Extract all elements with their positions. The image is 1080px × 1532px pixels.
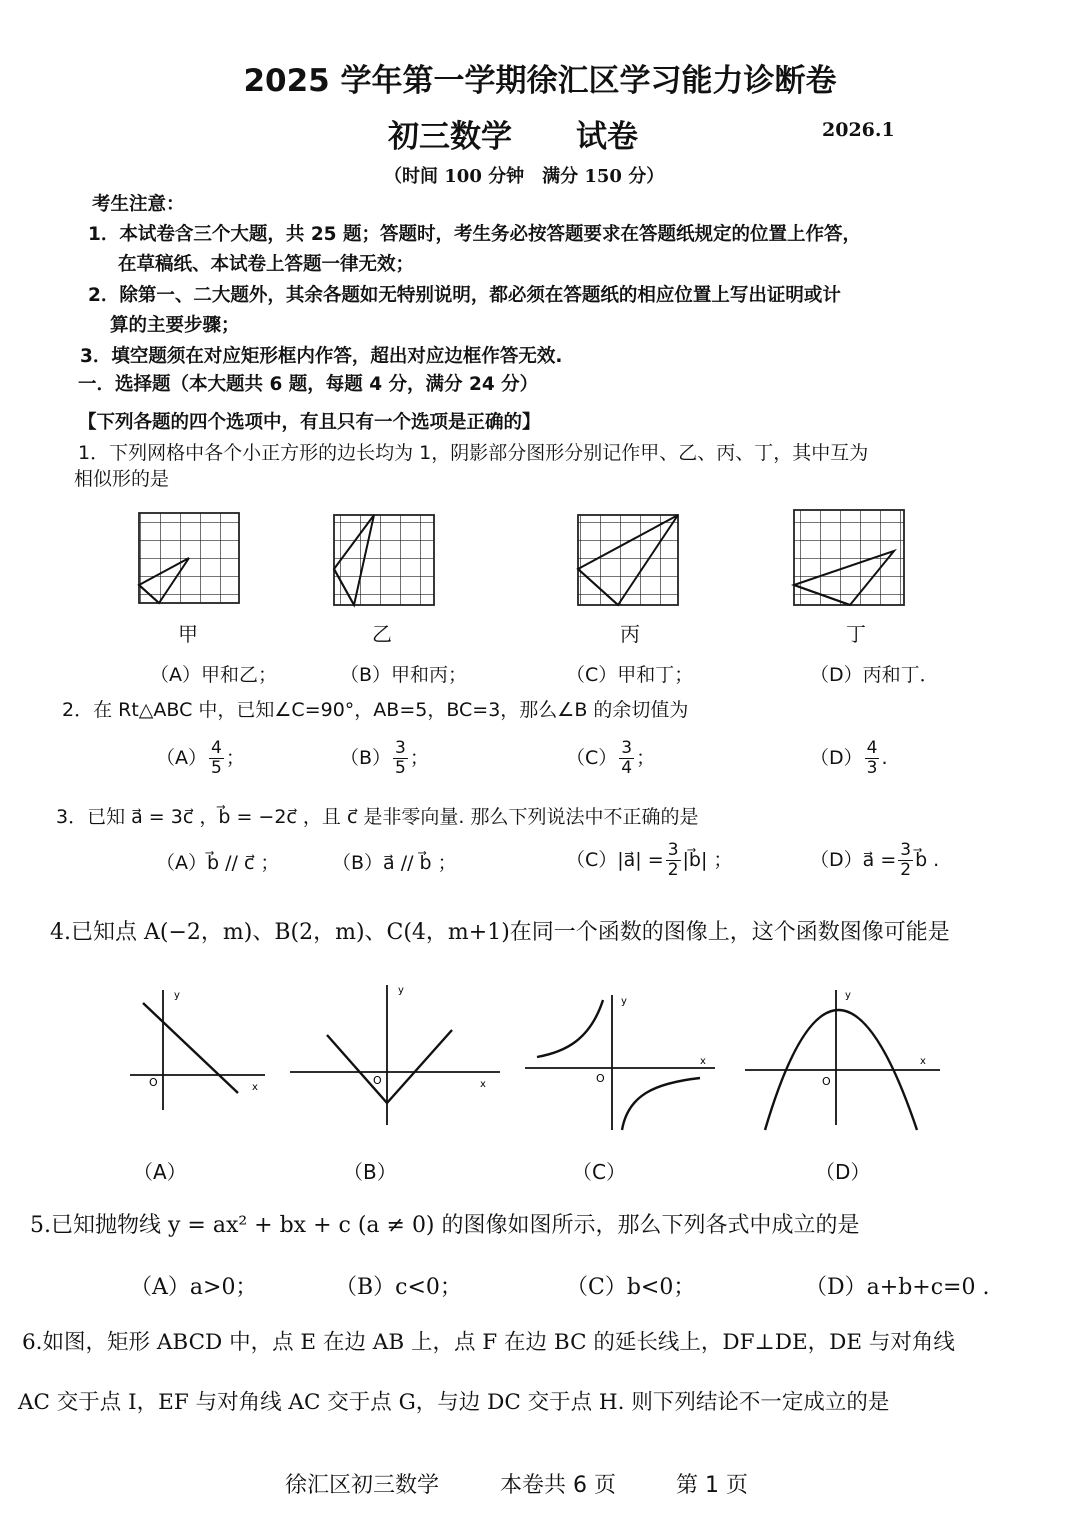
- graph-c-x: x: [700, 1056, 706, 1067]
- exam-time-score: （时间 100 分钟 满分 150 分）: [384, 166, 665, 187]
- notice-line-1: 1．本试卷含三个大题，共 25 题；答题时，考生务必按答题要求在答题纸规定的位置上作答，: [88, 224, 862, 245]
- section-instruction: 【下列各题的四个选项中，有且只有一个选项是正确的】: [78, 412, 541, 433]
- q2-option-c: （C） $\frac{3}{4}$ ；: [566, 738, 656, 778]
- exam-title: 2025 学年第一学期徐汇区学习能力诊断卷: [243, 63, 837, 99]
- notice-line-3: 3．填空题须在对应矩形框内作答，超出对应边框作答无效.: [80, 346, 563, 367]
- footer-page-number: 第 1 页: [676, 1473, 748, 1498]
- notice-line-2b: 算的主要步骤；: [110, 315, 240, 336]
- graph-a-y: y: [174, 990, 180, 1001]
- notice-line-2: 2．除第一、二大题外，其余各题如无特别说明，都必须在答题纸的相应位置上写出证明或计: [88, 285, 841, 306]
- graph-b-x: x: [480, 1079, 486, 1090]
- question-6-text-1: 6.如图，矩形 ABCD 中，点 E 在边 AB 上，点 F 在边 BC 的延长线上，DF⊥DE，DE 与对角线: [22, 1330, 955, 1355]
- graph-b: [290, 985, 500, 1125]
- footer-total-pages: 本卷共 6 页: [500, 1473, 616, 1498]
- question-5-text: 5.已知抛物线 y = ax² + bx + c (a ≠ 0) 的图像如图所示，那么下列各式中成立的是: [30, 1213, 860, 1238]
- graph-label-b: （B）: [343, 1160, 397, 1184]
- question-1-text-2: 相似形的是: [74, 468, 170, 490]
- grid-label-ding: 丁: [846, 622, 866, 646]
- footer-school: 徐汇区初三数学: [285, 1473, 440, 1498]
- graph-b-o: O: [373, 1074, 382, 1087]
- q3-option-b: （B）a⃗ // b⃗ ；: [332, 852, 457, 874]
- exam-subject: 初三数学: [388, 119, 512, 155]
- graph-d-o: O: [822, 1075, 831, 1088]
- graph-c-o: O: [596, 1072, 605, 1085]
- q5-option-b: （B）c<0；: [335, 1275, 462, 1300]
- graph-d-x: x: [920, 1056, 926, 1067]
- graph-label-d: （D）: [815, 1160, 871, 1184]
- q1-option-a: （A）甲和乙；: [150, 664, 277, 686]
- graph-c-y: y: [621, 996, 627, 1007]
- q2-option-d: （D） $\frac{4}{3}$ .: [810, 738, 888, 778]
- grid-label-bing: 丙: [620, 622, 640, 646]
- grid-label-jia: 甲: [178, 622, 198, 646]
- q2-option-b: （B） $\frac{3}{5}$ ；: [340, 738, 429, 778]
- q5-option-c: （C）b<0；: [566, 1275, 696, 1300]
- notice-heading: 考生注意：: [92, 194, 185, 215]
- q1-option-b: （B）甲和丙；: [340, 664, 468, 686]
- q5-option-a: （A）a>0；: [130, 1275, 258, 1300]
- grid-label-yi: 乙: [372, 622, 392, 646]
- q1-option-c: （C）甲和丁；: [566, 664, 694, 686]
- graph-a: [130, 990, 265, 1110]
- section-heading: 一．选择题（本大题共 6 题，每题 4 分，满分 24 分）: [78, 374, 539, 395]
- graph-d: [745, 990, 940, 1130]
- question-4-text: 4.已知点 A(−2，m)、B(2，m)、C(4，m+1)在同一个函数的图像上，这个函数图像可能是: [50, 920, 950, 945]
- graph-d-y: y: [845, 990, 851, 1001]
- question-6-text-2: AC 交于点 I，EF 与对角线 AC 交于点 G，与边 DC 交于点 H. 则下列结论不一定成立的是: [18, 1390, 890, 1415]
- graph-label-c: （C）: [572, 1160, 626, 1184]
- graph-a-o: O: [149, 1076, 158, 1089]
- q3-option-d: （D）a⃗ = $\frac{3}{2}$ b⃗ .: [810, 840, 940, 880]
- q3-option-c: （C）|a⃗| = $\frac{3}{2}$ |b⃗| ；: [566, 840, 733, 880]
- question-1-text: 1．下列网格中各个小正方形的边长均为 1，阴影部分图形分别记作甲、乙、丙、丁，其中互为: [78, 442, 869, 464]
- graph-c: [525, 995, 715, 1130]
- q3-option-a: （A）b⃗ // c⃗ ；: [156, 852, 280, 874]
- exam-date: 2026.1: [822, 119, 895, 141]
- exam-paper-label: 试卷: [576, 119, 638, 155]
- q2-option-a: （A） $\frac{4}{5}$ ；: [156, 738, 245, 778]
- question-2-text: 2．在 Rt△ABC 中，已知∠C=90°，AB=5，BC=3，那么∠B 的余切值为: [62, 699, 689, 721]
- graph-label-a: （A）: [133, 1160, 187, 1184]
- graph-b-y: y: [398, 985, 404, 996]
- q1-option-d: （D）丙和丁．: [810, 664, 939, 686]
- question-3-text: 3．已知 a⃗ = 3c⃗ ，b⃗ = −2c⃗ ，且 c⃗ 是非零向量. 那么下列说法中不正确的是: [56, 806, 699, 828]
- q5-option-d: （D）a+b+c=0 .: [805, 1275, 990, 1300]
- graph-a-x: x: [252, 1082, 258, 1093]
- notice-line-1b: 在草稿纸、本试卷上答题一律无效；: [118, 254, 415, 275]
